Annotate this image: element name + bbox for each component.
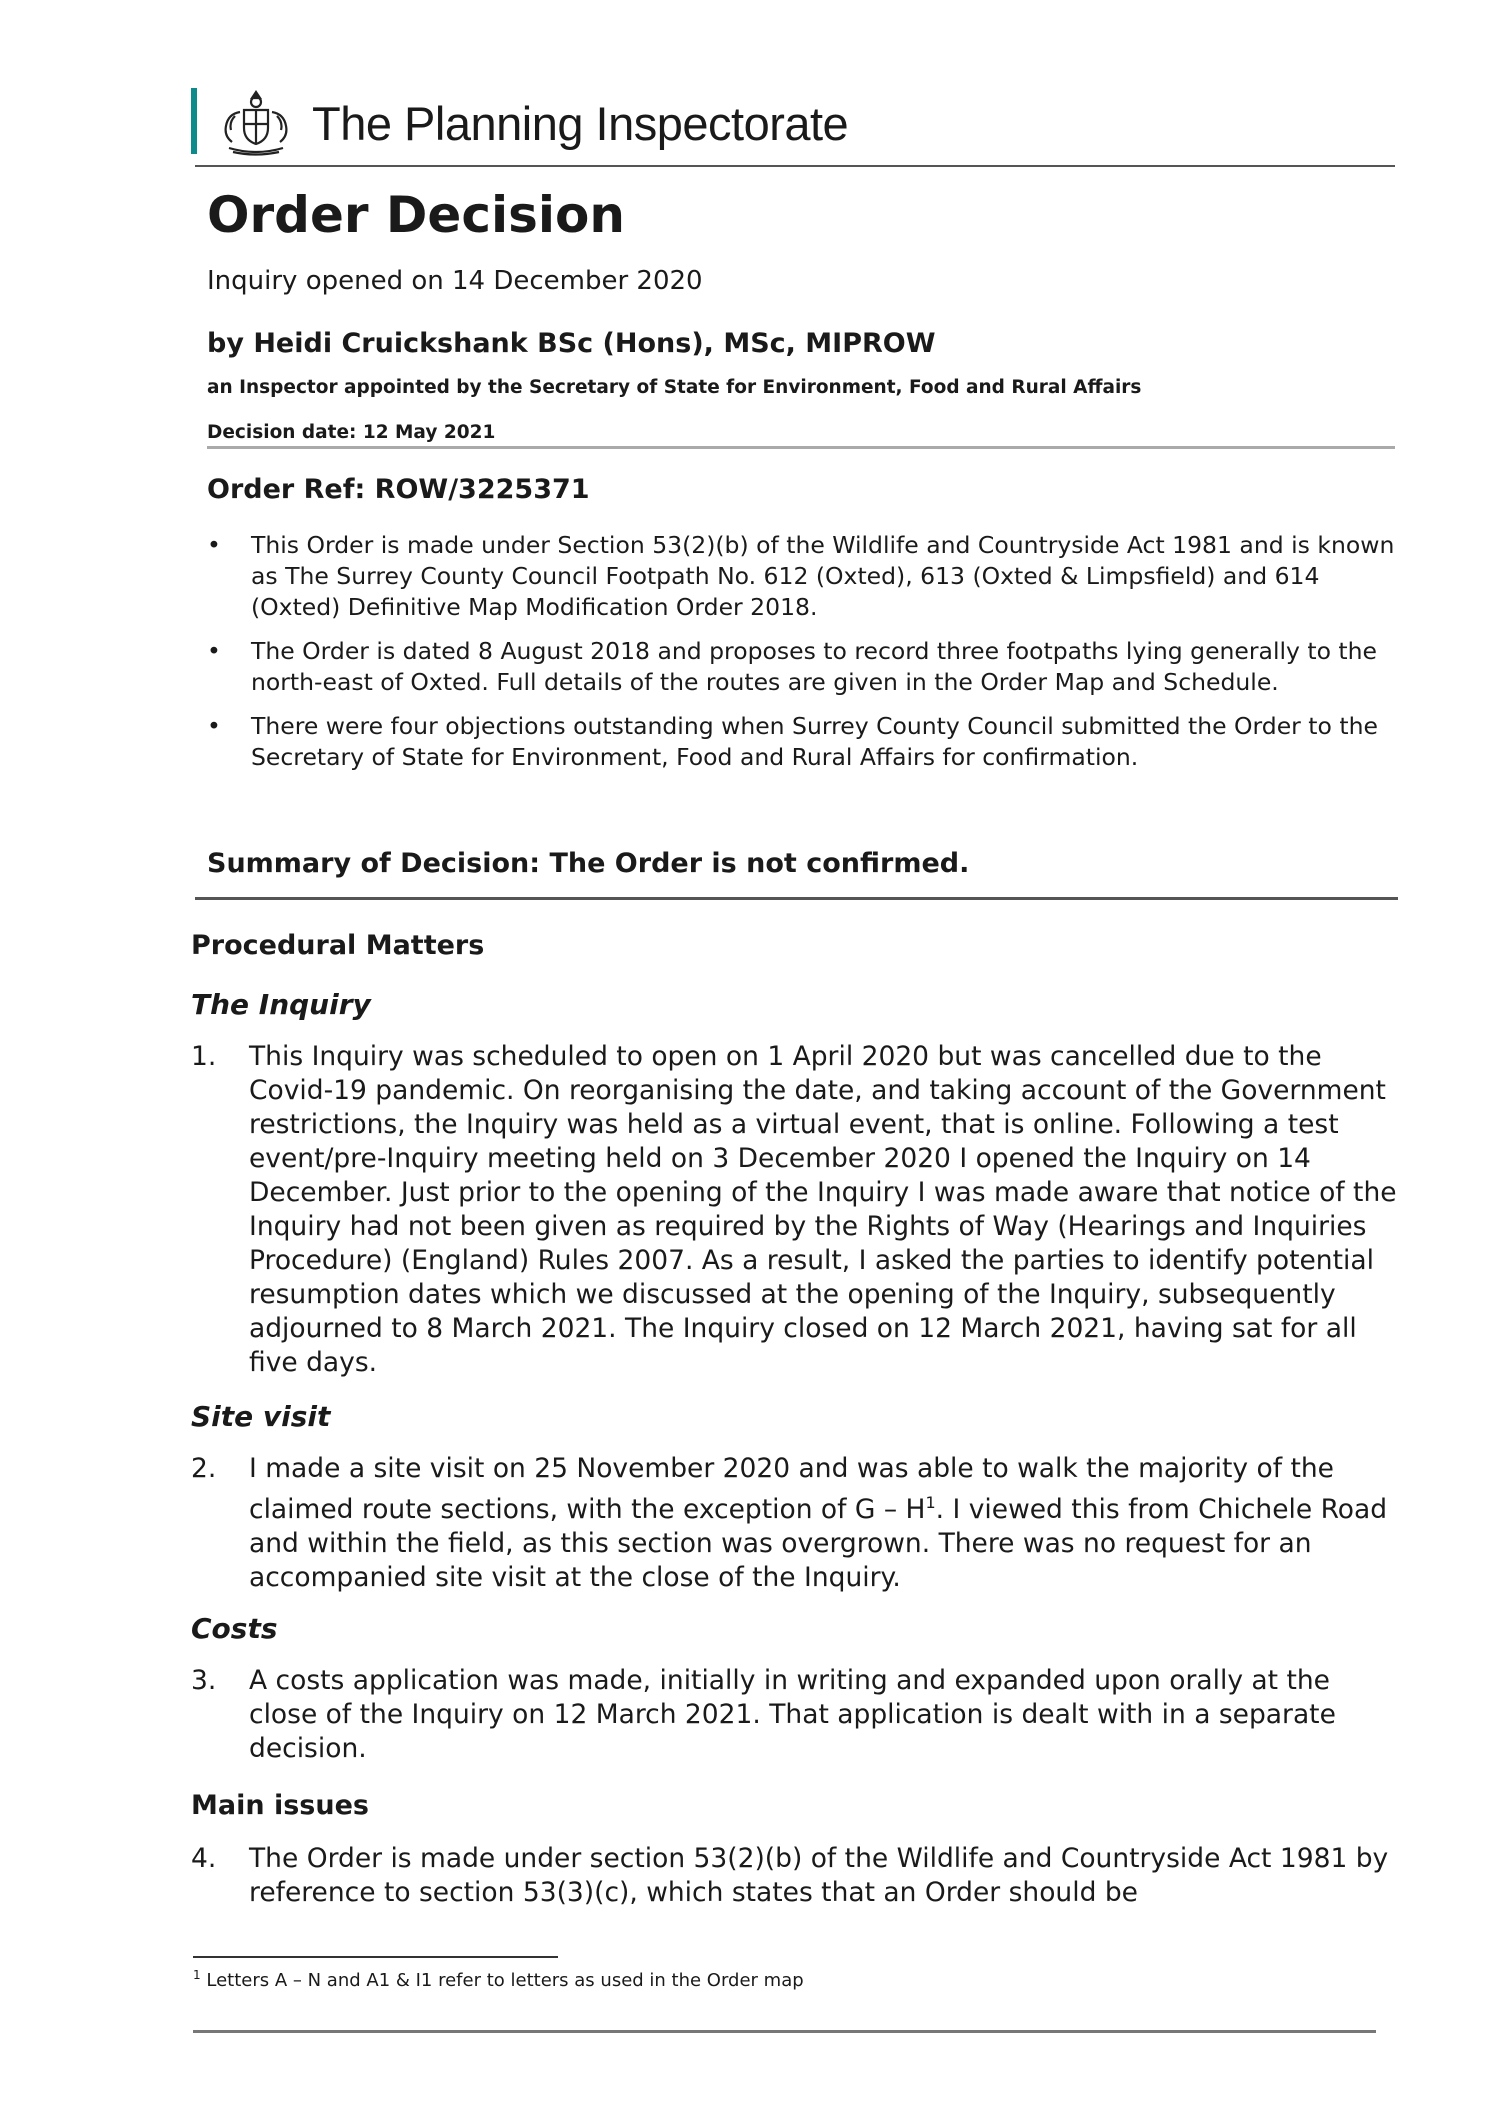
bullet-marker: •	[207, 712, 221, 740]
list-item	[207, 530, 1397, 623]
paragraph-2	[191, 1452, 1401, 1595]
inspector-name: by Heidi Cruickshank BSc (Hons), MSc, MIPROW	[207, 328, 936, 359]
header-divider	[195, 165, 1395, 167]
bullet-text: This Order is made under Section 53(2)(b) of the Wildlife and Countryside Act 1981 and is known as The Surrey County Council Footpath No. 612 (Oxted), 613 (Oxted & Limpsfield) and 614 (Oxted) Definitive Map Modification Order 2018.	[251, 531, 1395, 621]
footnote-text: Letters A – N and A1 & I1 refer to letters as used in the Order map	[206, 1970, 804, 1991]
paragraph-text-part: . I viewed this from Chichele Road and within the field, as this section was overgrown. There was no request for an accompanied site visit at the close of the Inquiry.	[249, 1493, 1388, 1593]
paragraph-3	[191, 1664, 1401, 1766]
page-bottom-rule	[193, 2030, 1376, 2033]
decision-date-divider	[207, 446, 1395, 449]
paragraph-number: 3.	[191, 1665, 217, 1696]
brand-accent-bar	[191, 88, 197, 154]
bullet-marker: •	[207, 531, 221, 559]
royal-coat-of-arms-icon	[217, 86, 295, 156]
paragraph-text: A costs application was made, initially in writing and expanded upon orally at the close of the Inquiry on 12 March 2021. That application is dealt with in a separate decision.	[249, 1665, 1336, 1764]
decision-date: Decision date: 12 May 2021	[207, 422, 496, 443]
bullet-text: There were four objections outstanding when Surrey County Council submitted the Order to the Secretary of State for Environment, Food and Rural Affairs for confirmation.	[251, 712, 1378, 771]
summary-divider	[195, 897, 1398, 900]
costs-heading: Costs	[191, 1612, 278, 1645]
procedural-matters-heading: Procedural Matters	[191, 930, 485, 961]
order-summary-list	[207, 530, 1397, 786]
paragraph-1	[191, 1040, 1401, 1380]
footnote-mark: 1	[193, 1968, 201, 1982]
the-inquiry-heading: The Inquiry	[191, 988, 371, 1021]
organisation-name: The Planning Inspectorate	[312, 97, 849, 150]
list-item	[207, 711, 1397, 773]
inquiry-opened-date: Inquiry opened on 14 December 2020	[207, 266, 703, 296]
main-issues-heading: Main issues	[191, 1790, 369, 1821]
bullet-text: The Order is dated 8 August 2018 and proposes to record three footpaths lying generally to the north-east of Oxted. Full details of the routes are given in the Order Map and Schedule.	[251, 637, 1378, 696]
decision-summary: Summary of Decision: The Order is not confirmed.	[207, 848, 970, 879]
paragraph-text-part: I made a site visit on 25 November 2020 and was able to walk the majority of the claimed route sections, with the exception of G – H	[249, 1453, 1334, 1525]
site-visit-heading: Site visit	[191, 1400, 331, 1433]
page-title: Order Decision	[207, 186, 625, 244]
paragraph-number: 4.	[191, 1843, 217, 1874]
footnote-reference[interactable]: 1	[925, 1493, 936, 1512]
paragraph-4	[191, 1842, 1401, 1910]
bullet-marker: •	[207, 637, 221, 665]
paragraph-number: 1.	[191, 1041, 217, 1072]
paragraph-text	[249, 1452, 1401, 1595]
footnote	[193, 1968, 804, 1991]
inspector-appointment: an Inspector appointed by the Secretary of State for Environment, Food and Rural Affairs	[207, 377, 1142, 398]
list-item	[207, 636, 1397, 698]
order-reference: Order Ref: ROW/3225371	[207, 474, 590, 505]
footnote-separator	[193, 1956, 558, 1958]
paragraph-text: The Order is made under section 53(2)(b) of the Wildlife and Countryside Act 1981 by reference to section 53(3)(c), which states that an Order should be	[249, 1843, 1389, 1908]
paragraph-text: This Inquiry was scheduled to open on 1 April 2020 but was cancelled due to the Covid-19 pandemic. On reorganising the date, and taking account of the Government restrictions, the Inquiry was held as a virtual event, that is online. Following a test event/pre-Inquiry meeting held on 3 December 2020 I opened the Inquiry on 14 December. Just prior to the opening of the Inquiry I was made aware that notice of the Inquiry had not been given as required by the Rights of Way (Hearings and Inquiries Procedure) (England) Rules 2007. As a result, I asked the parties to identify potential resumption dates which we discussed at the opening of the Inquiry, subsequently adjourned to 8 March 2021. The Inquiry closed on 12 March 2021, having sat for all five days.	[249, 1041, 1397, 1378]
paragraph-number: 2.	[191, 1453, 217, 1484]
